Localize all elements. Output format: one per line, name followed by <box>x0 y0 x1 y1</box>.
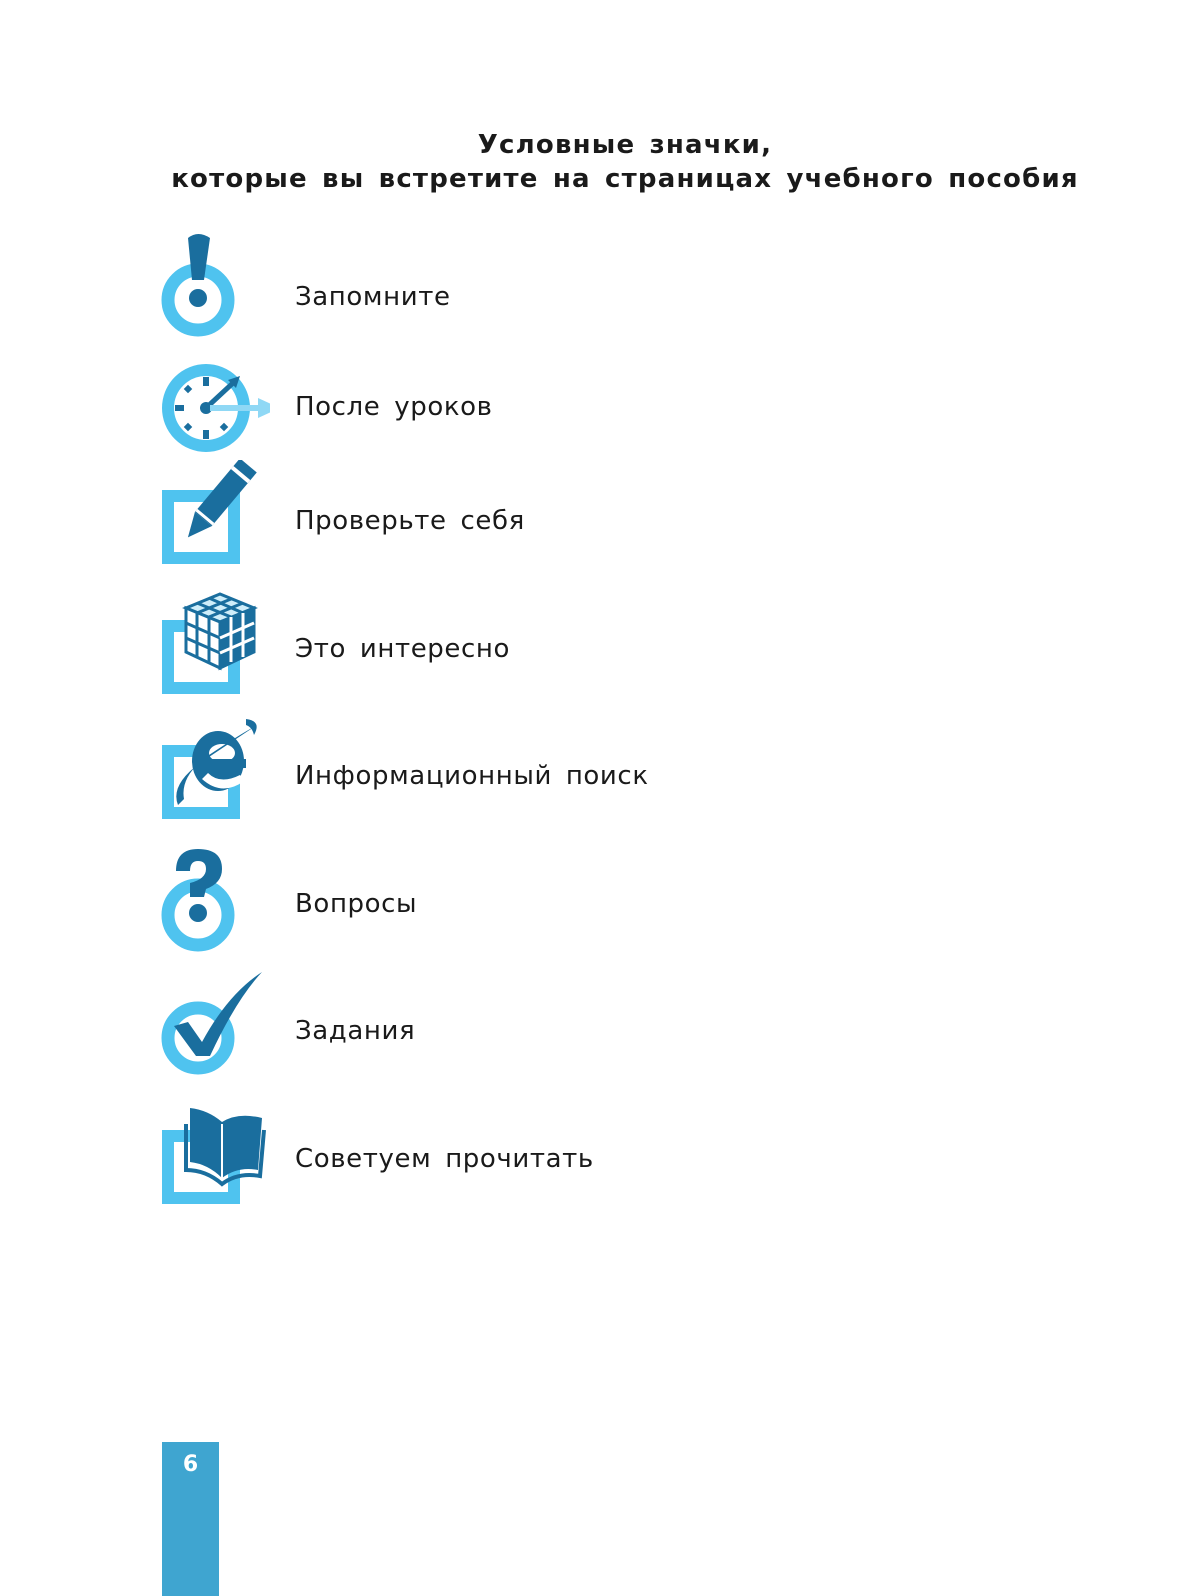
legend-label: Запомните <box>295 282 451 312</box>
title-line-1: Условные значки, <box>477 130 773 160</box>
legend-item-info-search <box>150 715 850 825</box>
exclamation-circle-icon <box>150 230 270 340</box>
pencil-checkbox-icon <box>150 460 270 570</box>
legend-label: Проверьте себя <box>295 506 525 536</box>
legend-item-remember <box>150 230 850 340</box>
legend-label: Это интересно <box>295 634 511 664</box>
page-number: 6 <box>182 1452 199 1477</box>
legend-label: Информационный поиск <box>295 761 649 791</box>
book-checkbox-icon <box>150 1100 270 1210</box>
cube-checkbox-icon <box>150 590 270 700</box>
question-circle-icon <box>150 845 270 955</box>
legend-label: Советуем прочитать <box>295 1144 594 1174</box>
page-title <box>0 128 1200 196</box>
legend-label: Задания <box>295 1016 416 1046</box>
legend-item-interesting <box>150 590 850 700</box>
legend-item-questions <box>150 845 850 955</box>
clock-arrow-icon <box>150 360 270 470</box>
page-number-tab <box>162 1442 219 1596</box>
legend-label: Вопросы <box>295 889 418 919</box>
legend-item-tasks <box>150 970 850 1080</box>
title-line-2: которые вы встретите на страницах учебного пособия <box>171 164 1079 194</box>
legend-item-recommended-reading <box>150 1100 850 1210</box>
legend-item-check-yourself <box>150 460 850 570</box>
checkmark-circle-icon <box>150 970 270 1080</box>
legend-item-after-lessons <box>150 360 850 470</box>
legend-label: После уроков <box>295 392 493 422</box>
internet-e-checkbox-icon <box>150 715 270 825</box>
